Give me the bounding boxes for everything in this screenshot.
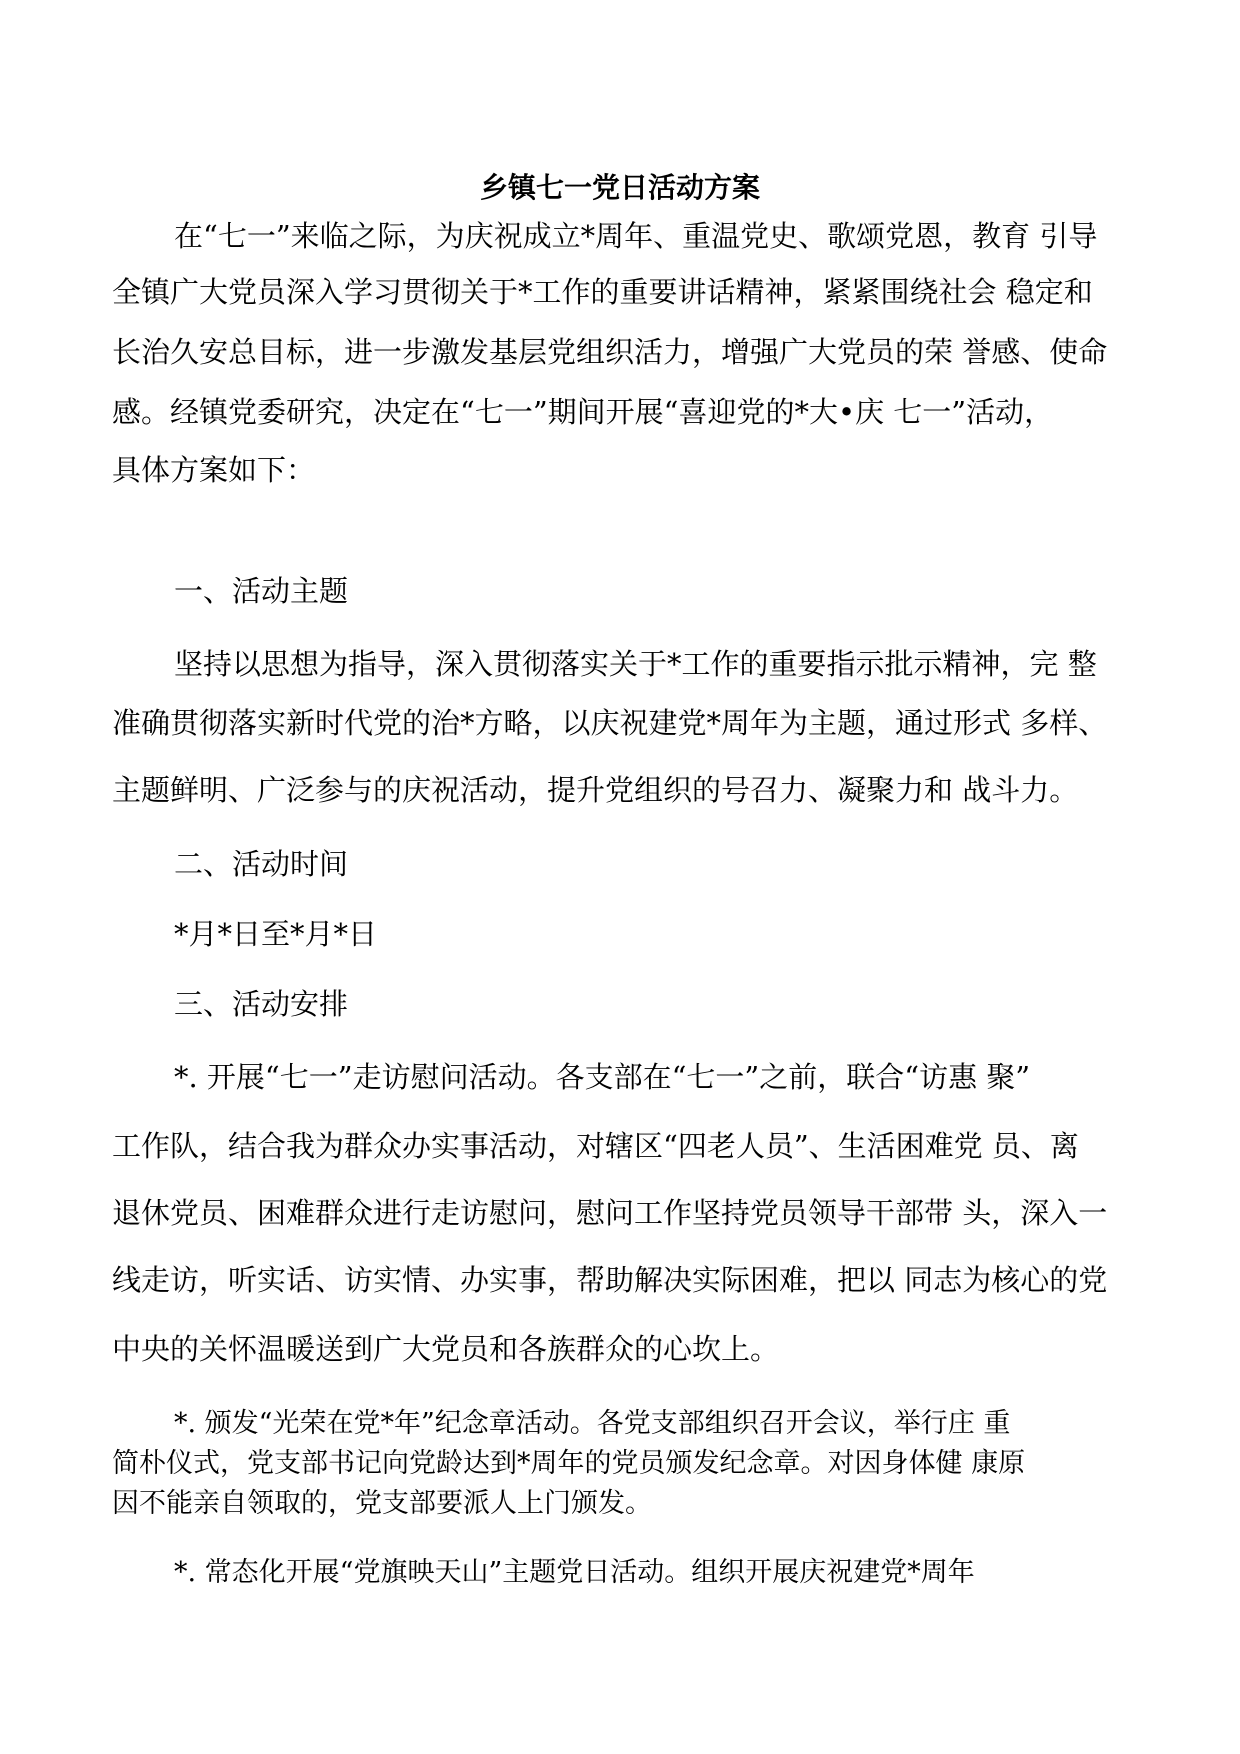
intro-line: 长治久安总目标，进一步激发基层党组织活力，增强广大党员的荣 誉感、使命 bbox=[112, 335, 1108, 369]
arrangement-item-1-line: 退休党员、困难群众进行走访慰问，慰问工作坚持党员领导干部带 头，深入一 bbox=[112, 1196, 1108, 1230]
arrangement-item-1-line: *. 开展“七一”走访慰问活动。各支部在“七一”之前，联合“访惠 聚” bbox=[174, 1060, 1031, 1094]
section-heading: 一、活动主题 bbox=[174, 574, 349, 608]
section-text-line: 坚持以思想为指导，深入贯彻落实关于*工作的重要指示批示精神，完 整 bbox=[174, 647, 1097, 681]
document-title: 乡镇七一党日活动方案 bbox=[479, 171, 760, 204]
arrangement-item-2-line: 简朴仪式，党支部书记向党龄达到*周年的党员颁发纪念章。对因身体健 康原 bbox=[112, 1448, 1026, 1479]
arrangement-item-1-line: 线走访，听实话、访实情、办实事，帮助解决实际困难，把以 同志为核心的党 bbox=[112, 1263, 1108, 1297]
section-text-line: 主题鲜明、广泛参与的庆祝活动，提升党组织的号召力、凝聚力和 战斗力。 bbox=[112, 773, 1079, 807]
intro-line: 全镇广大党员深入学习贯彻关于*工作的重要讲话精神，紧紧围绕社会 稳定和 bbox=[112, 275, 1093, 309]
arrangement-item-1-line: 工作队，结合我为群众办实事活动，对辖区“四老人员”、生活困难党 员、离 bbox=[112, 1129, 1079, 1163]
arrangement-item-2-line: *. 颁发“光荣在党*年”纪念章活动。各党支部组织召开会议，举行庄 重 bbox=[174, 1408, 1011, 1439]
intro-line: 具体方案如下： bbox=[112, 453, 316, 487]
intro-line: 感。经镇党委研究，决定在“七一”期间开展“喜迎党的*大•庆 七一”活动， bbox=[112, 395, 1054, 429]
section-heading: 三、活动安排 bbox=[174, 987, 349, 1021]
activity-date: *月*日至*月*日 bbox=[174, 917, 378, 951]
intro-line: 在“七一”来临之际，为庆祝成立*周年、重温党史、歌颂党恩，教育 引导 bbox=[174, 219, 1098, 253]
arrangement-item-1-line: 中央的关怀温暖送到广大党员和各族群众的心坎上。 bbox=[112, 1332, 780, 1366]
arrangement-item-2-line: 因不能亲自领取的，党支部要派人上门颁发。 bbox=[112, 1488, 652, 1519]
arrangement-item-3-line: *. 常态化开展“党旗映天山”主题党日活动。组织开展庆祝建党*周年 bbox=[174, 1557, 975, 1588]
section-text-line: 准确贯彻落实新时代党的治*方略，以庆祝建党*周年为主题，通过形式 多样、 bbox=[112, 706, 1108, 740]
section-heading: 二、活动时间 bbox=[174, 847, 349, 881]
